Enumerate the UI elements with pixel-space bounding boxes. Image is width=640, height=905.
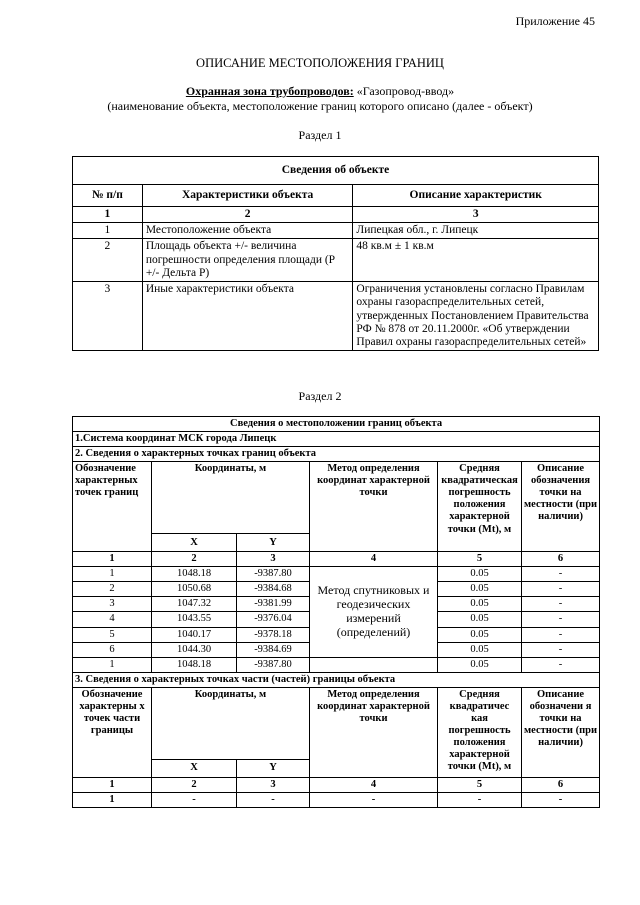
appendix-label: Приложение 45	[515, 14, 595, 28]
col-num: 2	[152, 552, 237, 567]
point-error: 0.05	[438, 567, 522, 582]
table-row	[73, 567, 600, 582]
table-row	[73, 223, 599, 239]
object-info-table	[72, 156, 599, 351]
header-desc: Описание обозначения точки на местности (при наличии)	[522, 462, 600, 552]
point-id: 6	[73, 642, 152, 657]
point-desc: -	[522, 597, 600, 612]
col-num: 5	[438, 777, 522, 792]
point-x: 1040.17	[152, 627, 237, 642]
point-id: 3	[73, 597, 152, 612]
col-num: 4	[310, 777, 438, 792]
point-error: 0.05	[438, 657, 522, 672]
part-cell: 1	[73, 792, 152, 807]
col-num: 2	[152, 777, 237, 792]
row-num: 2	[73, 239, 143, 282]
point-y: -9387.80	[237, 567, 310, 582]
boundary-table	[72, 416, 600, 808]
point-id: 1	[73, 657, 152, 672]
table-title: Сведения об объекте	[73, 157, 599, 185]
row-description: 48 кв.м ± 1 кв.м	[353, 239, 599, 282]
col-num: 1	[73, 552, 152, 567]
header-description: Описание характеристик	[353, 185, 599, 207]
col-num: 3	[353, 207, 599, 223]
point-x: 1044.30	[152, 642, 237, 657]
document-title: ОПИСАНИЕ МЕСТОПОЛОЖЕНИЯ ГРАНИЦ	[196, 56, 444, 70]
header-point: Обозначение характерных точек границ	[73, 462, 152, 552]
header-y: Y	[237, 759, 310, 777]
point-y: -9387.80	[237, 657, 310, 672]
point-id: 2	[73, 582, 152, 597]
subsection-title: 2. Сведения о характерных точках границ объекта	[73, 447, 600, 462]
col-num: 2	[142, 207, 353, 223]
point-desc: -	[522, 582, 600, 597]
part-cell: -	[522, 792, 600, 807]
row-num: 1	[73, 223, 143, 239]
row-characteristic: Местоположение объекта	[142, 223, 353, 239]
col-num: 4	[310, 552, 438, 567]
point-y: -9378.18	[237, 627, 310, 642]
header-x: X	[152, 759, 237, 777]
header-point: Обозначение характерны х точек части границы	[73, 687, 152, 777]
zone-name: «Газопровод-ввод»	[353, 84, 455, 98]
header-method: Метод определения координат характерной точки	[310, 687, 438, 777]
method-cell: Метод спутниковых и геодезических измерений (определений)	[310, 567, 438, 657]
header-num: № п/п	[73, 185, 143, 207]
part-cell: -	[152, 792, 237, 807]
row-characteristic: Площадь объекта +/- величина погрешности определения площади (Р +/- Дельта Р)	[142, 239, 353, 282]
point-y: -9376.04	[237, 612, 310, 627]
row-description: Липецкая обл., г. Липецк	[353, 223, 599, 239]
header-y: Y	[237, 534, 310, 552]
col-num: 1	[73, 207, 143, 223]
header-characteristic: Характеристики объекта	[142, 185, 353, 207]
point-desc: -	[522, 612, 600, 627]
point-desc: -	[522, 627, 600, 642]
point-desc: -	[522, 657, 600, 672]
table-row	[73, 792, 600, 807]
point-x: 1048.18	[152, 657, 237, 672]
row-characteristic: Иные характеристики объекта	[142, 282, 353, 351]
part-cell: -	[438, 792, 522, 807]
zone-line	[0, 84, 640, 99]
point-x: 1048.18	[152, 567, 237, 582]
col-num: 6	[522, 552, 600, 567]
point-y: -9384.68	[237, 582, 310, 597]
zone-label: Охранная зона трубопроводов:	[185, 84, 354, 98]
header-coords: Координаты, м	[152, 687, 310, 759]
point-id: 4	[73, 612, 152, 627]
header-error: Средняя квадратическая погрешность положения характерной точки (Mt), м	[438, 462, 522, 552]
point-id: 5	[73, 627, 152, 642]
point-error: 0.05	[438, 642, 522, 657]
part-cell: -	[310, 792, 438, 807]
point-error: 0.05	[438, 582, 522, 597]
section1-title: Раздел 1	[298, 128, 342, 142]
row-num: 3	[73, 282, 143, 351]
section2-title: Раздел 2	[298, 389, 342, 403]
subsection-title: 3. Сведения о характерных точках части (частей) границы объекта	[73, 672, 600, 687]
point-error: 0.05	[438, 627, 522, 642]
point-error: 0.05	[438, 612, 522, 627]
point-desc: -	[522, 567, 600, 582]
point-y: -9384.69	[237, 642, 310, 657]
part-cell: -	[237, 792, 310, 807]
point-x: 1050.68	[152, 582, 237, 597]
point-method-empty	[310, 657, 438, 672]
point-x: 1047.32	[152, 597, 237, 612]
crs-row: 1.Система координат МСК города Липецк	[73, 432, 600, 447]
point-y: -9381.99	[237, 597, 310, 612]
point-x: 1043.55	[152, 612, 237, 627]
col-num: 3	[237, 777, 310, 792]
col-num: 1	[73, 777, 152, 792]
point-error: 0.05	[438, 597, 522, 612]
row-description: Ограничения установлены согласно Правилам охраны газораспределительных сетей, утвержденных Постановлением Правительства РФ № 878 от 20.11.2000г. «Об утверждении Правил охраны газораспределительных сетей»	[353, 282, 599, 351]
table-row	[73, 239, 599, 282]
point-id: 1	[73, 567, 152, 582]
header-coords: Координаты, м	[152, 462, 310, 534]
table-row	[73, 657, 600, 672]
header-x: X	[152, 534, 237, 552]
table-row	[73, 282, 599, 351]
zone-note: (наименование объекта, местоположение границ которого описано (далее - объект)	[107, 99, 533, 113]
header-error: Средняя квадратичес кая погрешность положения характерной точки (Mt), м	[438, 687, 522, 777]
header-method: Метод определения координат характерной точки	[310, 462, 438, 552]
col-num: 5	[438, 552, 522, 567]
col-num: 6	[522, 777, 600, 792]
col-num: 3	[237, 552, 310, 567]
header-desc: Описание обозначени я точки на местности (при наличии)	[522, 687, 600, 777]
point-desc: -	[522, 642, 600, 657]
table-title: Сведения о местоположении границ объекта	[73, 417, 600, 432]
